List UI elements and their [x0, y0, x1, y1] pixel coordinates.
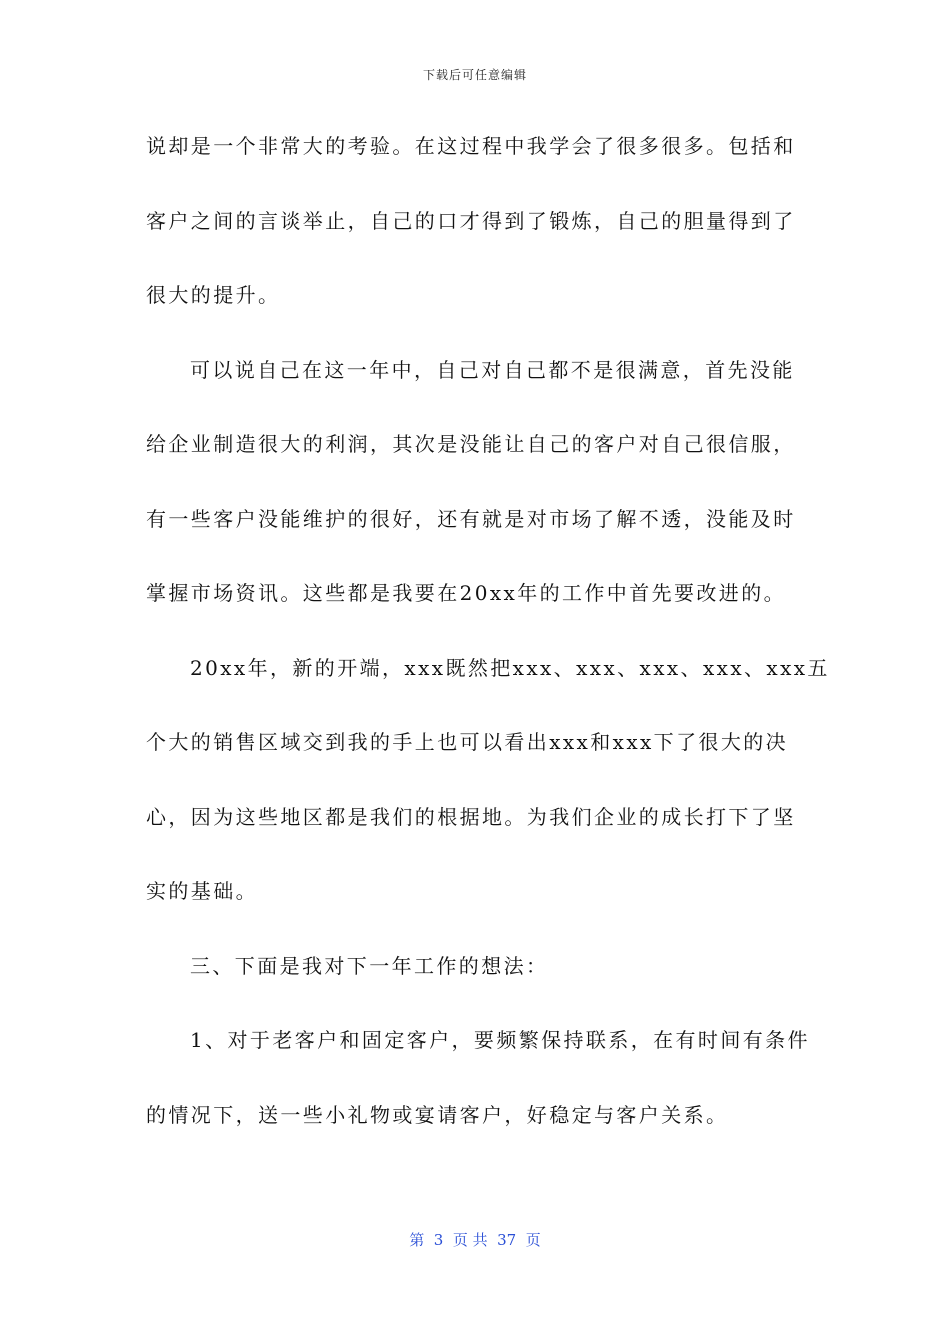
body-line-3: 很大的提升。 [146, 283, 281, 307]
body-line-13: 1、对于老客户和固定客户，要频繁保持联系，在有时间有条件 [190, 1028, 810, 1052]
document-body [146, 120, 830, 1163]
body-line-8: 20xx年，新的开端，xxx既然把xxx、xxx、xxx、xxx、xxx五 [190, 655, 830, 680]
section-heading: 三、下面是我对下一年工作的想法： [190, 953, 549, 978]
body-line-6: 有一些客户没能维护的很好，还有就是对市场了解不透，没能及时 [146, 506, 796, 531]
body-line-2: 客户之间的言谈举止，自己的口才得到了锻炼，自己的胆量得到了 [146, 208, 796, 233]
body-line-14: 的情况下，送一些小礼物或宴请客户，好稳定与客户关系。 [146, 1102, 729, 1127]
body-line-10: 心，因为这些地区都是我们的根据地。为我们企业的成长打下了坚 [146, 804, 796, 829]
body-line-5: 给企业制造很大的利润，其次是没能让自己的客户对自己很信服， [146, 432, 796, 456]
body-line-1: 说却是一个非常大的考验。在这过程中我学会了很多很多。包括和 [146, 134, 796, 158]
page-number-footer: 第 3 页 共 37 页 [409, 1231, 541, 1249]
body-line-7: 掌握市场资讯。这些都是我要在20xx年的工作中首先要改进的。 [146, 581, 787, 605]
body-line-9: 个大的销售区域交到我的手上也可以看出xxx和xxx下了很大的决 [146, 730, 789, 754]
body-line-4: 可以说自己在这一年中，自己对自己都不是很满意，首先没能 [190, 357, 795, 382]
body-line-11: 实的基础。 [146, 879, 258, 903]
header-note: 下载后可任意编辑 [422, 68, 527, 82]
